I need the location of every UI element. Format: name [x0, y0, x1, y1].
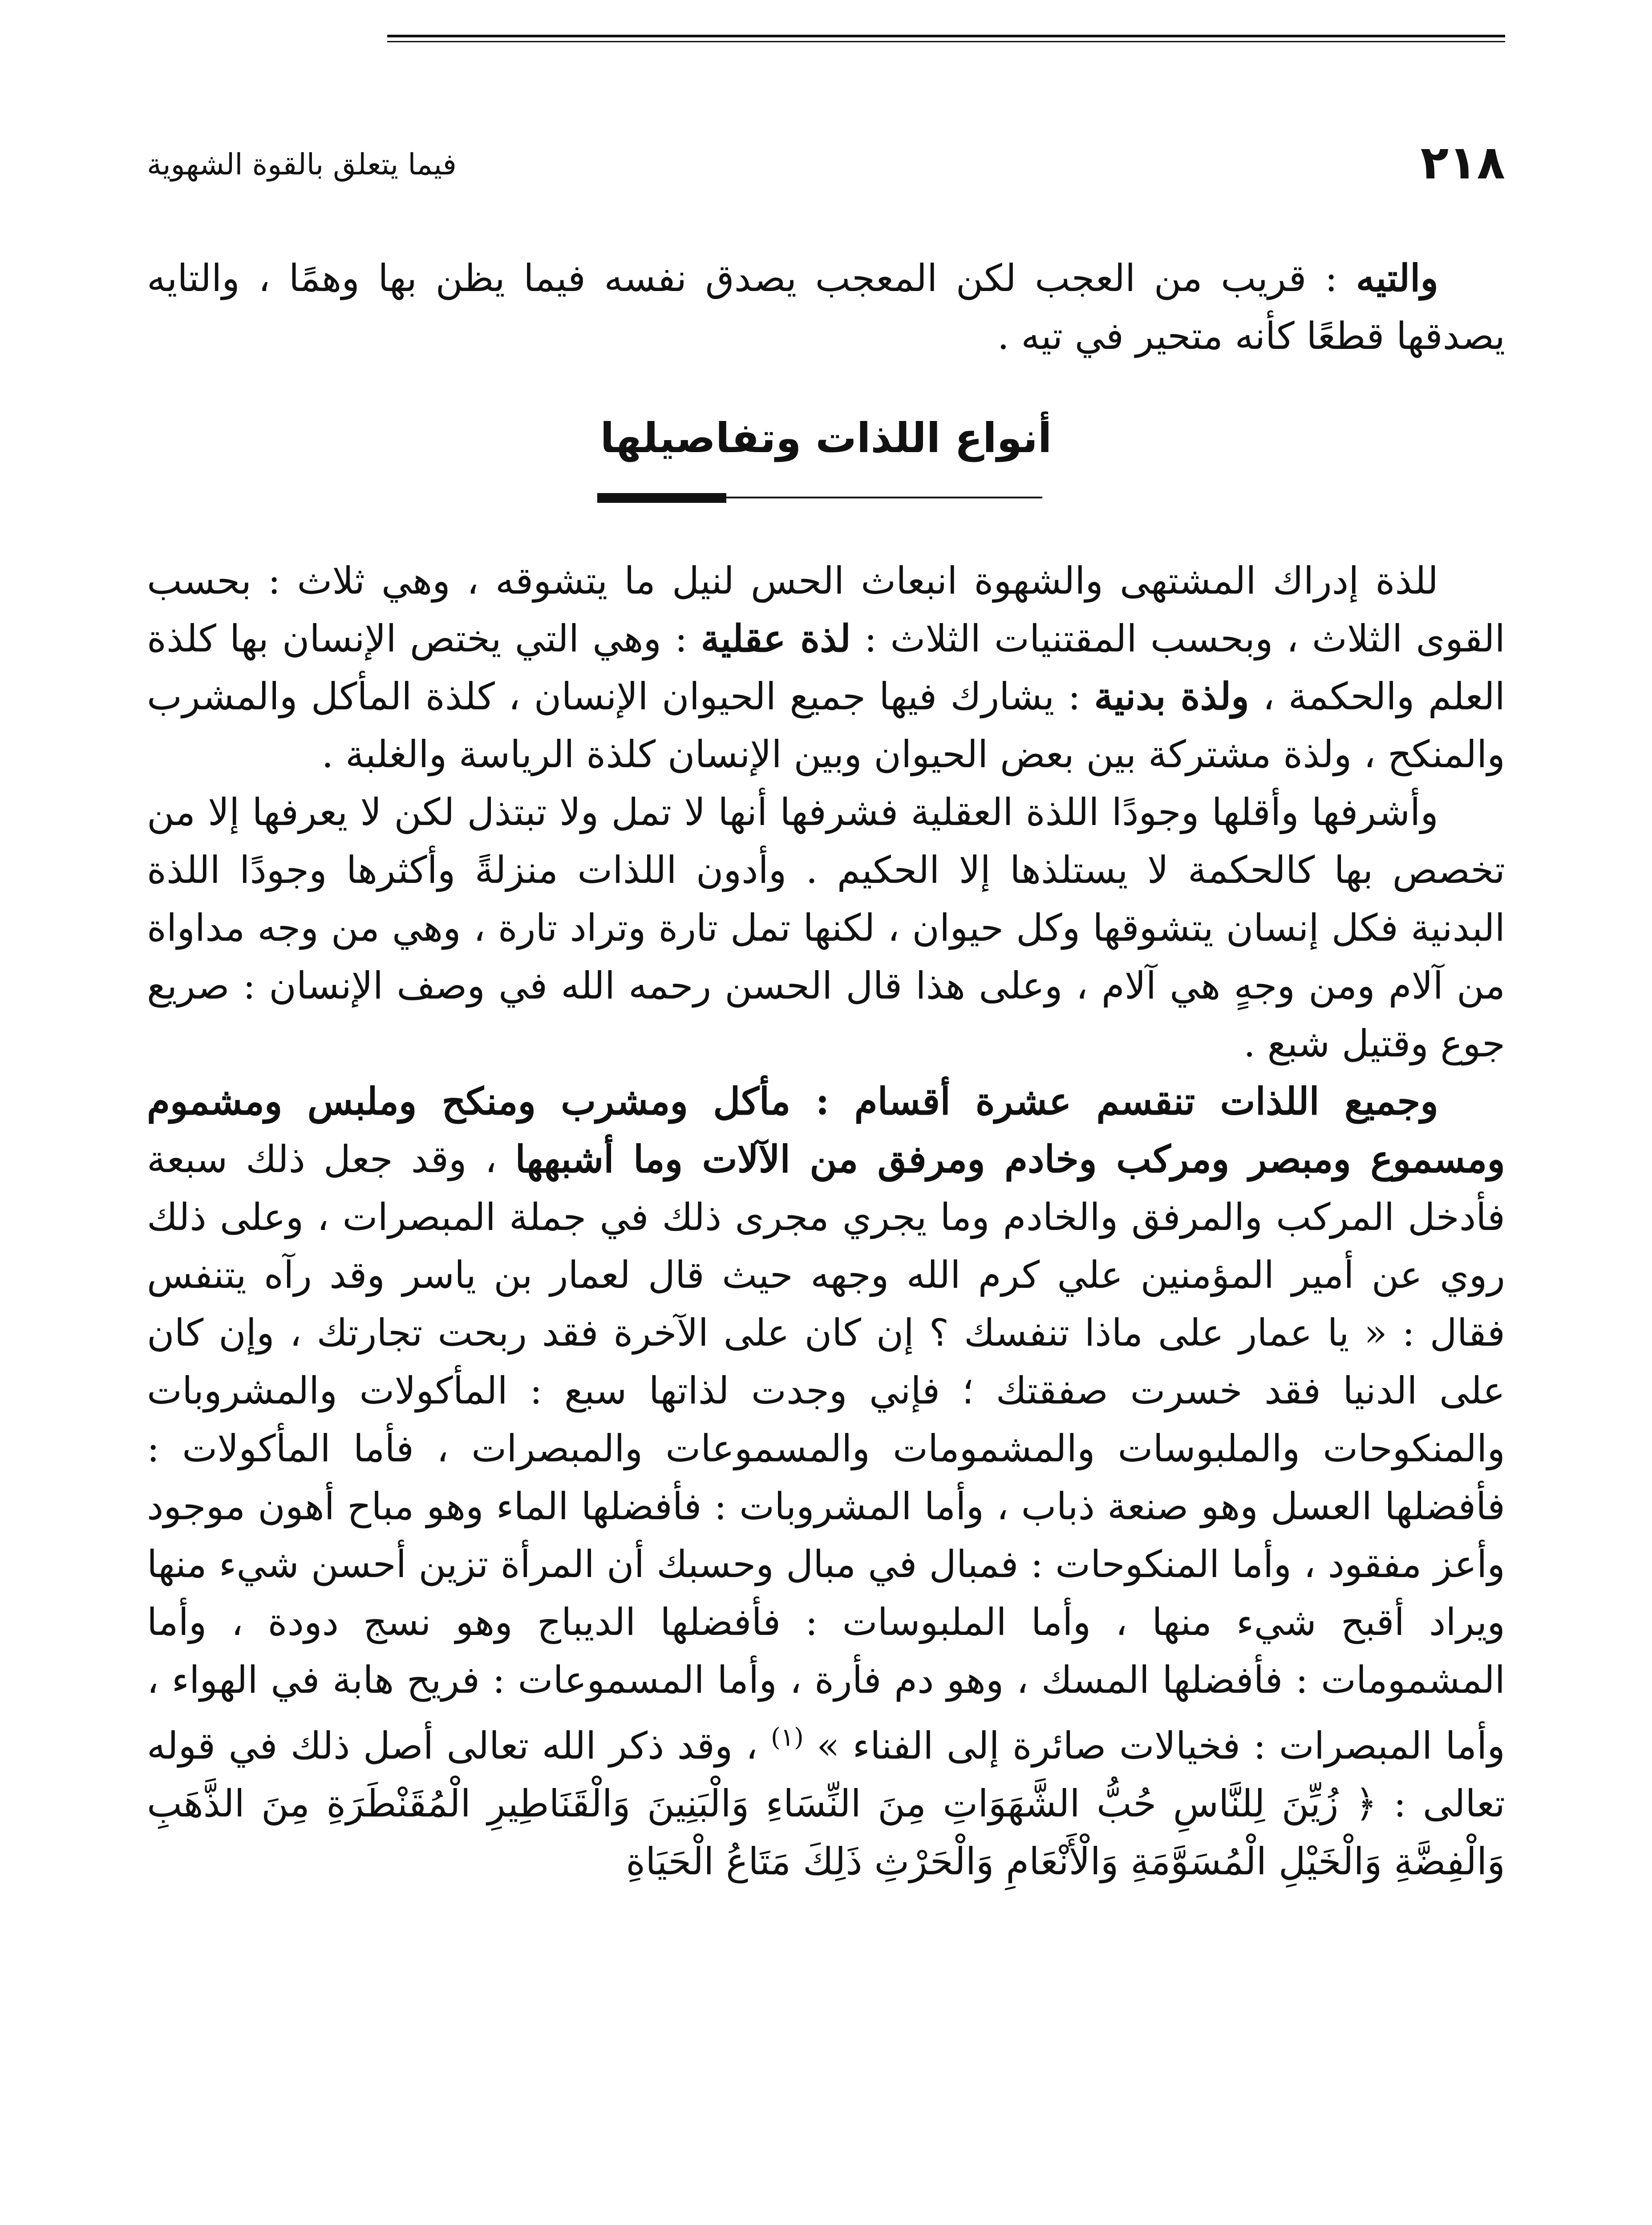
- para1-text: للذة إدراك المشتهى والشهوة انبعاث الحس لنيل ما يتشوقه ، وهي ثلاث : بحسب القوى الثلاث ، وبحسب المقتنيات الثلاث :: [147, 559, 1505, 660]
- page-number: ٢١٨: [1420, 135, 1505, 190]
- para3-text: ، وقد ذكر الله تعالى أصل ذلك في قوله تعالى :: [147, 1724, 1505, 1825]
- section-title: أنواع اللذات وتفاصيلها: [600, 414, 1052, 462]
- para1-text: : يشارك فيها جميع الحيوان الإنسان ، كلذة المأكل والمشرب والمنكح ، ولذة مشتركة بين بعض الحيوان وبين الإنسان كلذة الرياسة والغلبة .: [147, 675, 1505, 776]
- running-title: فيما يتعلق بالقوة الشهوية: [147, 147, 457, 182]
- para3-text: ، وقد جعل ذلك سبعة فأدخل المركب والمرفق والخادم وما يجري مجرى ذلك في جملة المبصرات ، وعلى ذلك روي عن أمير المؤمنين علي كرم الله وجهه حيث قال لعمار بن ياسر وقد رآه يتنفس فقال : « يا عمار على ماذا تنفسك ؟ إن كان على الآخرة فقد ربحت تجارتك ، وإن كان على الدنيا فقد خسرت صفقتك ؛ فإني وجدت لذاتها سبع : المأكولات والمشروبات والمنكوحات والملبوسات والمشمومات والمسموعات والمبصرات ، فأما المأكولات : فأفضلها العسل وهو صنعة ذباب ، وأما المشروبات : فأفضلها الماء وهو مباح أهون موجود وأعز مفقود ، وأما المنكوحات : فمبال في مبال وحسبك أن المرأة تزين أحسن شيء منها ويراد أقبح شيء منها ، وأما الملبوسات : فأفضلها الديباج وهو نسج دودة ، وأما المشمومات : فأفضلها المسك ، وهو دم فأرة ، وأما المسموعات : فريح هابة في الهواء ، وأما المبصرات : فخيالات صائرة إلى الفناء »: [147, 1137, 1506, 1768]
- para1-bold-term: لذة عقلية: [700, 616, 851, 660]
- body-text: [147, 552, 1505, 1890]
- title-ornament-bar: [597, 493, 726, 503]
- paragraph-3: [147, 1072, 1505, 1890]
- header-rule: [387, 35, 1505, 37]
- title-ornament-line: [726, 497, 1042, 498]
- para3-bold-text: وجميع اللذات تنقسم عشرة أقسام : مأكل ومشرب ومنكح وملبس ومشموم ومسموع ومبصر ومركب وخادم ومرفق من الآلات وما أشبهها: [147, 1079, 1505, 1181]
- paragraph-1: [147, 552, 1505, 783]
- intro-text: : قريب من العجب لكن المعجب يصدق نفسه فيما يظن بها وهمًا ، والتايه يصدقها قطعًا كأنه متحير في تيه .: [147, 256, 1505, 358]
- paragraph-2: وأشرفها وأقلها وجودًا اللذة العقلية فشرفها أنها لا تمل ولا تبتذل لكن لا يعرفها إلا من تخصص بها كالحكمة لا يستلذها إلا الحكيم . وأدون اللذات منزلةً وأكثرها وجودًا اللذة البدنية فكل إنسان يتشوقها وكل حيوان ، لكنها تمل تارة وتراد تارة ، وهي من وجه مداواة من آلام ومن وجهٍ هي آلام ، وعلى هذا قال الحسن رحمه الله في وصف الإنسان : صريع جوع وقتيل شبع .: [147, 790, 1505, 1065]
- intro-paragraph: [147, 249, 1505, 365]
- quran-verse: ﴿ زُيِّنَ لِلنَّاسِ حُبُّ الشَّهَوَاتِ مِنَ النِّسَاءِ وَالْبَنِينَ وَالْقَنَاطِيرِ الْمُقَنْطَرَةِ مِنَ الذَّهَبِ وَالْفِضَّةِ وَالْخَيْلِ الْمُسَوَّمَةِ وَالْأَنْعَامِ وَالْحَرْثِ ذَلِكَ مَتَاعُ الْحَيَاةِ: [147, 1782, 1505, 1883]
- footnote-reference: (١): [771, 1723, 804, 1752]
- intro-term: والتيه: [1356, 256, 1438, 300]
- para1-bold-term: ولذة بدنية: [1094, 674, 1249, 718]
- page-header: [147, 129, 1505, 196]
- para1-text: : وهي التي يختص الإنسان بها كلذة العلم والحكمة ،: [147, 617, 1506, 718]
- header-rule-thin: [387, 41, 1505, 42]
